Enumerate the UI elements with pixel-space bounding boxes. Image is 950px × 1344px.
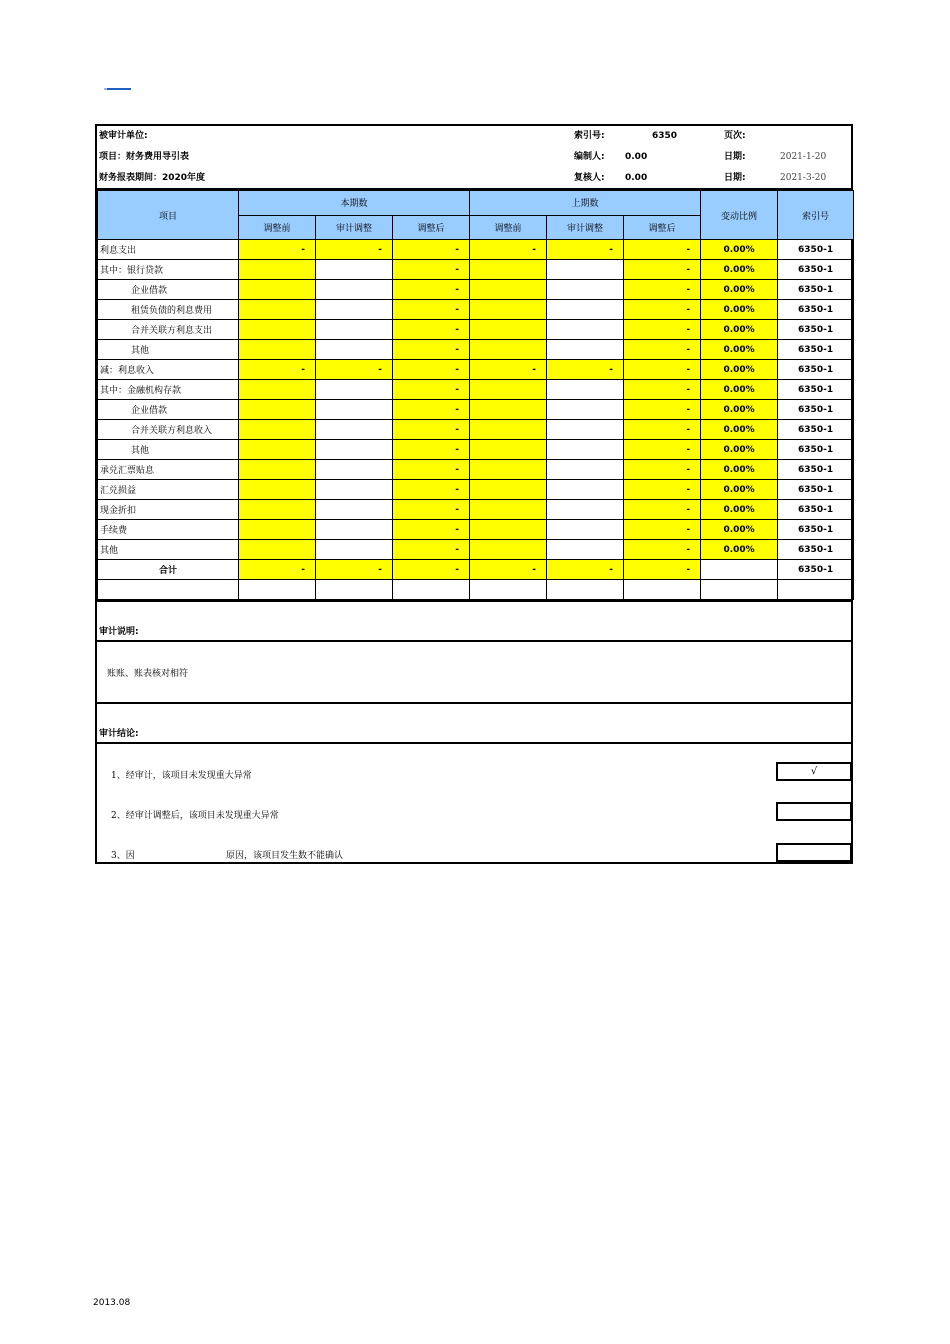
row-item-name: 其中：金融机构存款 [98,380,239,400]
amount-cell[interactable] [316,400,393,420]
header-item: 项目 [98,191,239,240]
preparer-value: 0.00 [625,152,648,162]
date-label-2: 日期: [724,173,746,183]
table-row [98,320,854,340]
index-no-cell: 6350-1 [778,300,854,320]
amount-cell[interactable] [547,340,624,360]
amount-cell[interactable]: - [239,240,316,260]
amount-cell[interactable]: - [624,280,701,300]
table-row [98,300,854,320]
change-ratio-cell: 0.00% [701,340,778,360]
amount-cell[interactable] [316,260,393,280]
blank-cell[interactable] [547,580,624,600]
conclusion-option-1: 1、经审计，该项目未发现重大异常 [111,771,252,781]
amount-cell[interactable]: - [624,340,701,360]
amount-cell[interactable]: - [624,420,701,440]
amount-cell[interactable] [316,540,393,560]
table-row [98,440,854,460]
period-label: 财务报表期间：2020年度 [99,173,206,183]
total-amount-cell: - [547,560,624,580]
change-ratio-cell: 0.00% [701,360,778,380]
top-link-mark [107,88,131,90]
row-item-name: 合并关联方利息收入 [98,420,239,440]
conclusion-option-3-prefix: 3、因 [111,851,135,861]
amount-cell[interactable]: - [393,260,470,280]
amount-cell[interactable]: - [393,540,470,560]
expense-table [97,190,854,600]
table-row [98,460,854,480]
audit-conclusion-title-section [97,702,851,742]
table-row [98,500,854,520]
header-current-after: 调整后 [393,215,470,240]
amount-cell[interactable] [547,480,624,500]
audit-note-body: 账账、账表核对相符 [107,669,189,679]
index-no-cell: 6350-1 [778,380,854,400]
conclusion-checkbox-2[interactable] [776,802,852,821]
amount-cell[interactable]: - [316,240,393,260]
total-amount-cell: - [470,560,547,580]
amount-cell[interactable] [547,500,624,520]
amount-cell[interactable]: - [470,240,547,260]
change-ratio-cell: 0.00% [701,380,778,400]
amount-cell[interactable] [470,340,547,360]
index-no-cell: 6350-1 [778,500,854,520]
row-item-name: 手续费 [98,520,239,540]
change-ratio-cell: 0.00% [701,420,778,440]
row-item-name: 其他 [98,540,239,560]
amount-cell[interactable] [239,540,316,560]
index-no-cell: 6350-1 [778,540,854,560]
amount-cell[interactable]: - [624,440,701,460]
change-ratio-cell: 0.00% [701,460,778,480]
blank-cell[interactable] [98,580,239,600]
preparer-label: 编制人: [574,152,605,162]
amount-cell[interactable] [470,260,547,280]
amount-cell[interactable]: - [239,360,316,380]
amount-cell[interactable] [470,480,547,500]
index-value: 6350 [652,131,678,141]
table-row [98,400,854,420]
amount-cell[interactable]: - [624,400,701,420]
index-no-cell: 6350-1 [778,360,854,380]
date-label-1: 日期: [724,152,746,162]
change-ratio-cell: 0.00% [701,400,778,420]
total-row [98,560,854,580]
header-row-1 [98,191,854,216]
amount-cell[interactable] [316,380,393,400]
header-prior-period: 上期数 [470,191,701,216]
index-label: 索引号: [574,131,605,141]
amount-cell[interactable]: - [624,260,701,280]
row-item-name: 企业借款 [98,280,239,300]
amount-cell[interactable] [316,300,393,320]
amount-cell[interactable]: - [624,540,701,560]
change-ratio-cell: 0.00% [701,240,778,260]
amount-cell[interactable] [470,460,547,480]
blank-cell[interactable] [701,580,778,600]
table-row [98,520,854,540]
amount-cell[interactable] [316,480,393,500]
amount-cell[interactable] [470,520,547,540]
amount-cell[interactable]: - [624,240,701,260]
header-prior-before: 调整前 [470,215,547,240]
audited-unit-label: 被审计单位: [99,131,148,141]
amount-cell[interactable]: - [624,300,701,320]
row-item-name: 企业借款 [98,400,239,420]
date-value-1: 2021-1-20 [780,152,827,162]
amount-cell[interactable]: - [624,520,701,540]
amount-cell[interactable] [239,320,316,340]
amount-cell[interactable] [547,460,624,480]
amount-cell[interactable]: - [393,240,470,260]
amount-cell[interactable] [470,300,547,320]
amount-cell[interactable] [547,320,624,340]
blank-cell[interactable] [393,580,470,600]
amount-cell[interactable] [470,440,547,460]
footer-version: 2013.08 [93,1298,131,1308]
index-no-cell: 6350-1 [778,420,854,440]
amount-cell[interactable] [239,460,316,480]
change-ratio-cell: 0.00% [701,440,778,460]
amount-cell[interactable] [547,380,624,400]
audit-note-title: 审计说明: [99,627,139,637]
row-item-name: 租赁负债的利息费用 [98,300,239,320]
amount-cell[interactable] [239,480,316,500]
conclusion-checkbox-1[interactable]: √ [776,762,852,781]
amount-cell[interactable]: - [393,400,470,420]
amount-cell[interactable] [239,500,316,520]
amount-cell[interactable] [316,460,393,480]
amount-cell[interactable]: - [393,500,470,520]
amount-cell[interactable] [470,420,547,440]
amount-cell[interactable]: - [470,360,547,380]
audit-conclusion-title: 审计结论: [99,729,139,739]
amount-cell[interactable]: - [316,360,393,380]
amount-cell[interactable] [316,500,393,520]
blank-cell[interactable] [316,580,393,600]
row-item-name: 汇兑损益 [98,480,239,500]
conclusion-option-2: 2、经审计调整后，该项目未发现重大异常 [111,811,279,821]
amount-cell[interactable]: - [624,500,701,520]
table-row [98,340,854,360]
change-ratio-cell: 0.00% [701,320,778,340]
change-ratio-cell: 0.00% [701,540,778,560]
page-label: 页次: [724,131,746,141]
total-amount-cell: - [239,560,316,580]
amount-cell[interactable] [239,420,316,440]
total-amount-cell: - [393,560,470,580]
amount-cell[interactable]: - [624,360,701,380]
change-ratio-cell: 0.00% [701,260,778,280]
amount-cell[interactable] [316,340,393,360]
total-index-no-cell: 6350-1 [778,560,854,580]
amount-cell[interactable]: - [547,360,624,380]
amount-cell[interactable] [547,280,624,300]
amount-cell[interactable]: - [393,380,470,400]
index-no-cell: 6350-1 [778,440,854,460]
amount-cell[interactable] [547,540,624,560]
row-item-name: 其他 [98,340,239,360]
table-row [98,380,854,400]
change-ratio-cell: 0.00% [701,480,778,500]
amount-cell[interactable] [547,440,624,460]
amount-cell[interactable] [547,300,624,320]
blank-cell[interactable] [470,580,547,600]
conclusion-checkbox-3[interactable] [776,843,852,862]
amount-cell[interactable] [470,380,547,400]
header-prior-after: 调整后 [624,215,701,240]
amount-cell[interactable]: - [624,460,701,480]
change-ratio-cell: 0.00% [701,520,778,540]
amount-cell[interactable] [547,420,624,440]
amount-cell[interactable] [547,260,624,280]
header-index-no: 索引号 [778,191,854,240]
index-no-cell: 6350-1 [778,280,854,300]
header-change-ratio: 变动比例 [701,191,778,240]
audit-note-body-section [97,640,851,702]
table-row [98,240,854,260]
conclusion-option-3-suffix: 原因，该项目发生数不能确认 [226,851,344,861]
amount-cell[interactable]: - [624,480,701,500]
blank-cell[interactable] [778,580,854,600]
index-no-cell: 6350-1 [778,340,854,360]
amount-cell[interactable] [239,440,316,460]
change-ratio-cell: 0.00% [701,280,778,300]
amount-cell[interactable] [316,280,393,300]
total-change-ratio-cell [701,560,778,580]
amount-cell[interactable]: - [393,420,470,440]
amount-cell[interactable] [470,500,547,520]
reviewer-value: 0.00 [625,173,648,183]
table-row [98,540,854,560]
amount-cell[interactable] [316,420,393,440]
change-ratio-cell: 0.00% [701,500,778,520]
index-no-cell: 6350-1 [778,320,854,340]
amount-cell[interactable]: - [393,440,470,460]
index-no-cell: 6350-1 [778,240,854,260]
blank-cell[interactable] [624,580,701,600]
row-item-name: 其中：银行贷款 [98,260,239,280]
index-no-cell: 6350-1 [778,260,854,280]
row-item-name: 合并关联方利息支出 [98,320,239,340]
total-label: 合计 [98,560,239,580]
amount-cell[interactable]: - [393,360,470,380]
row-item-name: 现金折扣 [98,500,239,520]
header-info [97,126,851,190]
header-prior-adjust: 审计调整 [547,215,624,240]
amount-cell[interactable]: - [393,280,470,300]
row-item-name: 其他 [98,440,239,460]
amount-cell[interactable]: - [624,380,701,400]
project-label: 项目：财务费用导引表 [99,152,190,162]
index-no-cell: 6350-1 [778,480,854,500]
blank-row [98,580,854,600]
table-row [98,260,854,280]
audit-note-title-section [97,600,851,640]
total-amount-cell: - [624,560,701,580]
row-item-name: 减：利息收入 [98,360,239,380]
amount-cell[interactable]: - [393,460,470,480]
amount-cell[interactable] [316,440,393,460]
header-current-before: 调整前 [239,215,316,240]
header-current-period: 本期数 [239,191,470,216]
amount-cell[interactable]: - [393,300,470,320]
amount-cell[interactable] [239,340,316,360]
row-item-name: 承兑汇票贴息 [98,460,239,480]
table-row [98,280,854,300]
amount-cell[interactable] [316,320,393,340]
amount-cell[interactable]: - [624,320,701,340]
row-item-name: 利息支出 [98,240,239,260]
total-amount-cell: - [316,560,393,580]
header-current-adjust: 审计调整 [316,215,393,240]
financial-expense-lead-sheet [95,124,853,864]
table-row [98,420,854,440]
amount-cell[interactable] [239,260,316,280]
amount-cell[interactable]: - [393,480,470,500]
amount-cell[interactable] [239,380,316,400]
amount-cell[interactable] [239,520,316,540]
amount-cell[interactable] [470,280,547,300]
table-row [98,480,854,500]
amount-cell[interactable] [470,320,547,340]
amount-cell[interactable]: - [393,340,470,360]
amount-cell[interactable] [239,300,316,320]
amount-cell[interactable] [470,540,547,560]
blank-cell[interactable] [239,580,316,600]
change-ratio-cell: 0.00% [701,300,778,320]
amount-cell[interactable]: - [393,320,470,340]
index-no-cell: 6350-1 [778,520,854,540]
amount-cell[interactable] [316,520,393,540]
amount-cell[interactable] [239,400,316,420]
table-row [98,360,854,380]
amount-cell[interactable]: - [547,240,624,260]
index-no-cell: 6350-1 [778,400,854,420]
amount-cell[interactable] [239,280,316,300]
date-value-2: 2021-3-20 [780,173,827,183]
amount-cell[interactable] [547,520,624,540]
amount-cell[interactable]: - [393,520,470,540]
amount-cell[interactable] [547,400,624,420]
audit-conclusion-body [97,742,851,862]
amount-cell[interactable] [470,400,547,420]
index-no-cell: 6350-1 [778,460,854,480]
reviewer-label: 复核人: [574,173,605,183]
